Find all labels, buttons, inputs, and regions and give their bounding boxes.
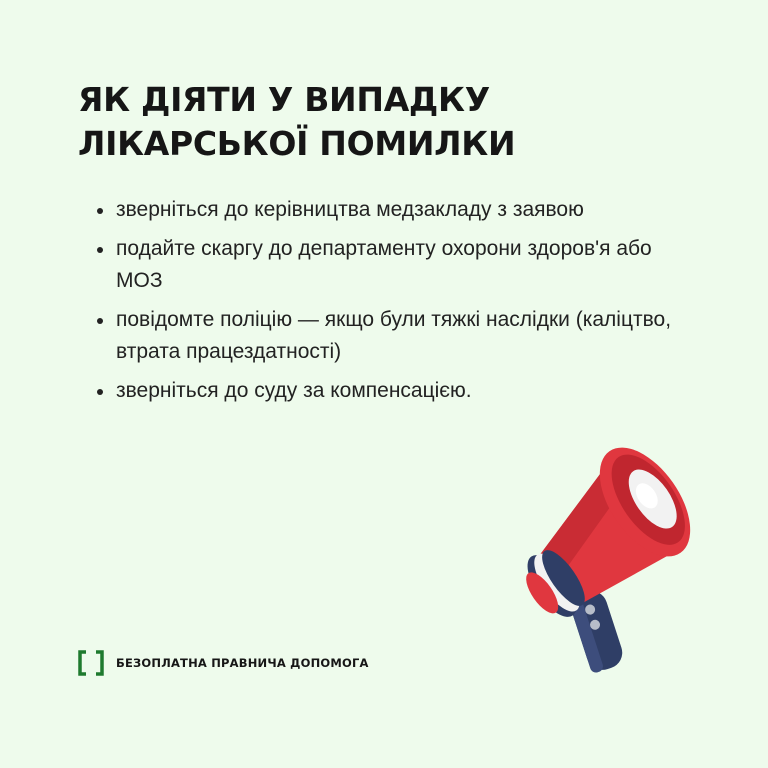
list-item-text: повідомте поліцію — якщо були тяжкі наслідки (каліцтво, втрата працездатності) <box>116 308 672 363</box>
brand-name: БЕЗОПЛАТНА ПРАВНИЧА ДОПОМОГА <box>116 656 369 670</box>
list-item-text: подайте скаргу до департаменту охорони здоров'я або МОЗ <box>116 237 652 292</box>
page-title-line-1: ЯК ДІЯТИ У ВИПАДКУ <box>78 80 490 119</box>
steps-list <box>97 194 697 414</box>
list-item <box>97 194 697 226</box>
list-item <box>97 233 697 297</box>
list-item <box>97 304 697 368</box>
list-item <box>97 375 697 407</box>
list-item-text: зверніться до суду за компенсацією. <box>116 379 472 402</box>
bullet-dot-icon <box>97 247 103 253</box>
bullet-dot-icon <box>97 208 103 214</box>
bullet-dot-icon <box>97 318 103 324</box>
brand <box>78 650 369 676</box>
bracket-logo-icon <box>78 650 104 676</box>
list-item-text: зверніться до керівництва медзакладу з заявою <box>116 198 584 221</box>
page-title <box>78 78 515 166</box>
page-title-line-2: ЛІКАРСЬКОЇ ПОМИЛКИ <box>78 124 516 163</box>
megaphone-icon <box>500 440 710 690</box>
bullet-dot-icon <box>97 389 103 395</box>
